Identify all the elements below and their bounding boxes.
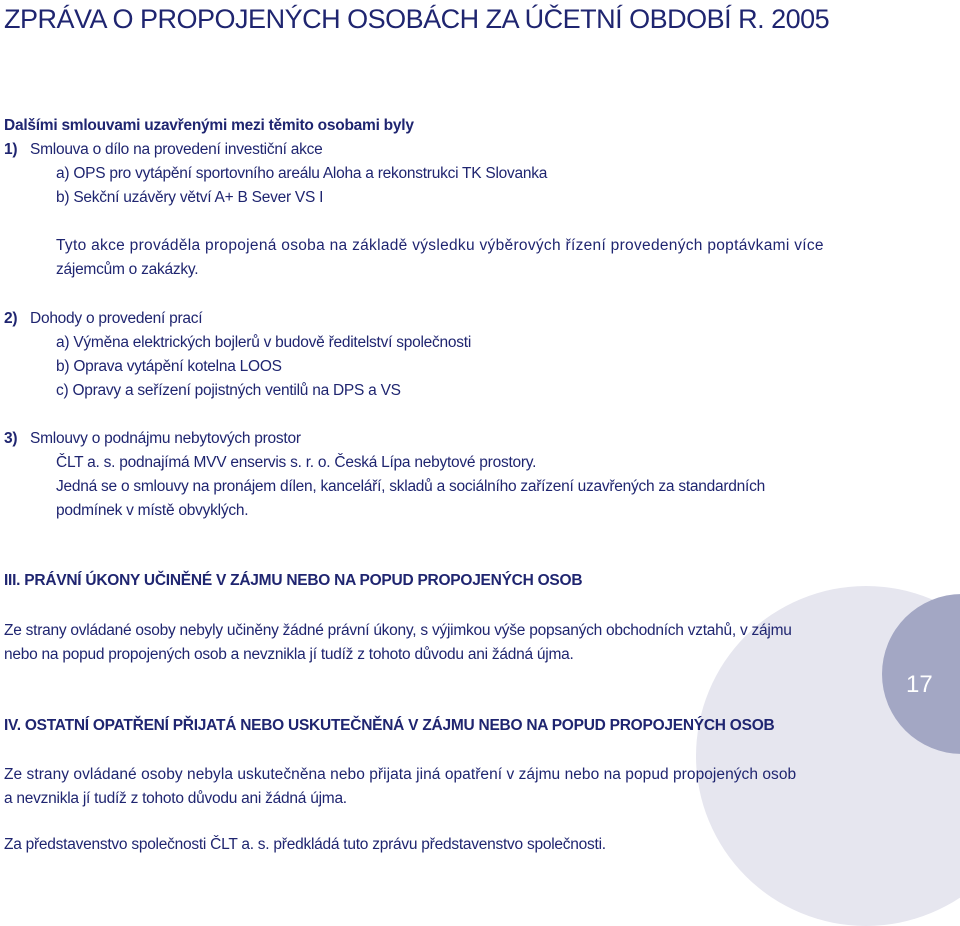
item-1-title: Smlouva o dílo na provedení investiční akce [30, 141, 323, 158]
intro-heading: Dalšími smlouvami uzavřenými mezi těmito osobami byly [4, 117, 414, 134]
item-3-line-2: Jedná se o smlouvy na pronájem dílen, kanceláří, skladů a sociálního zařízení uzavřených za standardních [56, 478, 765, 495]
item-1-note-line-2: zájemcům o zakázky. [56, 261, 199, 278]
section-4-numeral: IV. [4, 717, 21, 734]
section-3-numeral: III. [4, 572, 21, 589]
item-3-title: Smlouvy o podnájmu nebytových prostor [30, 430, 301, 447]
item-2-c: c) Opravy a seřízení pojistných ventilů na DPS a VS [56, 382, 401, 399]
section-3-title: PRÁVNÍ ÚKONY UČINĚNÉ V ZÁJMU NEBO NA POPUD PROPOJENÝCH OSOB [24, 572, 583, 589]
item-1-note-line-1: Tyto akce prováděla propojená osoba na základě výsledku výběrových řízení provedených poptávkami více [56, 237, 824, 254]
section-3-heading [4, 572, 582, 590]
item-3-number: 3) [4, 430, 18, 447]
item-2-number: 2) [4, 310, 18, 327]
item-1-a: a) OPS pro vytápění sportovního areálu Aloha a rekonstrukci TK Slovanka [56, 165, 548, 182]
section-4-line-1: Ze strany ovládané osoby nebyla uskutečněna nebo přijata jiná opatření v zájmu nebo na popud propojených osob [4, 766, 797, 783]
page-number: 17 [906, 671, 933, 698]
closing-statement: Za představenstvo společnosti ČLT a. s. předkládá tuto zprávu představenstvo společnosti. [4, 836, 606, 853]
item-1-number: 1) [4, 141, 18, 158]
section-3-line-1: Ze strany ovládané osoby nebyly učiněny žádné právní úkony, s výjimkou výše popsaných obchodních vztahů, v zájmu [4, 622, 792, 639]
item-2-a: a) Výměna elektrických bojlerů v budově ředitelství společnosti [56, 334, 472, 351]
item-2-title: Dohody o provedení prací [30, 310, 203, 327]
item-3-line-3: podmínek v místě obvyklých. [56, 502, 249, 519]
item-1-b: b) Sekční uzávěry větví A+ B Sever VS I [56, 189, 324, 206]
section-3-line-2: nebo na popud propojených osob a nevznikla jí tudíž z tohoto důvodu ani žádná újma. [4, 646, 574, 663]
item-2-b: b) Oprava vytápění kotelna LOOS [56, 358, 282, 375]
page-title: ZPRÁVA O PROPOJENÝCH OSOBÁCH ZA ÚČETNÍ OBDOBÍ R. 2005 [4, 4, 830, 34]
section-4-line-2: a nevznikla jí tudíž z tohoto důvodu ani žádná újma. [4, 790, 347, 807]
section-4-heading [4, 717, 774, 735]
section-4-title: OSTATNÍ OPATŘENÍ PŘIJATÁ NEBO USKUTEČNĚNÁ V ZÁJMU NEBO NA POPUD PROPOJENÝCH OSOB [24, 717, 775, 734]
item-3-line-1: ČLT a. s. podnajímá MVV enservis s. r. o. Česká Lípa nebytové prostory. [56, 454, 537, 471]
